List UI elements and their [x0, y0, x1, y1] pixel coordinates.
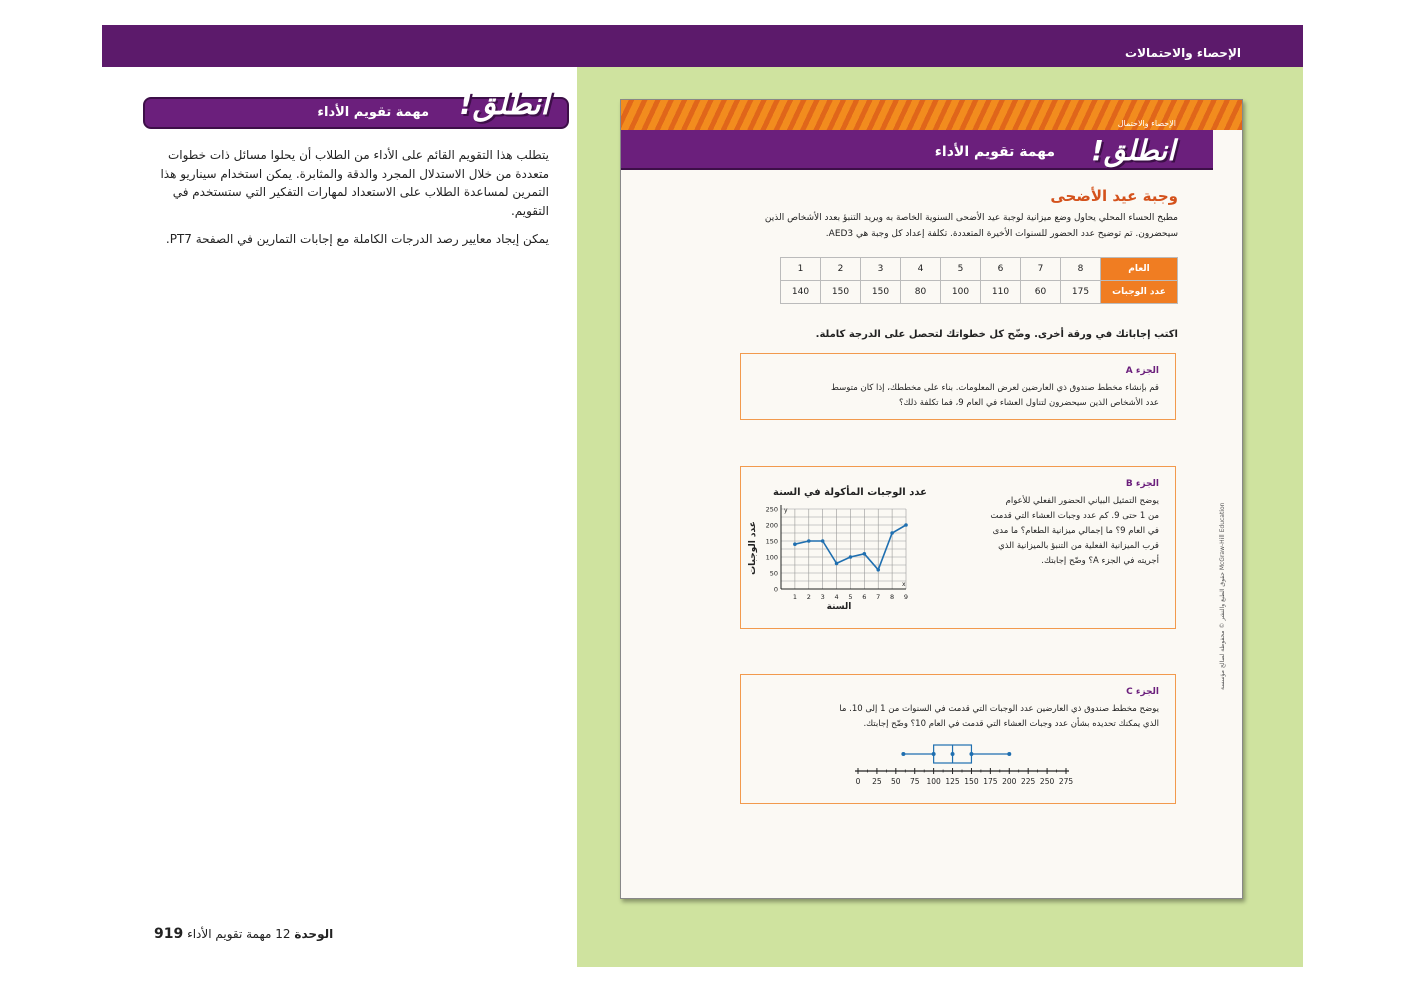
sidebar-banner: [143, 87, 569, 129]
table-row: [781, 258, 1178, 281]
table-cell: 3: [861, 258, 901, 281]
table-cell: 1: [781, 258, 821, 281]
x-tick-label: 6: [862, 593, 867, 601]
x-tick-label: 5: [848, 593, 853, 601]
part-c-label: الجزء C: [1126, 687, 1159, 697]
text-line: يوضح التمثيل البياني الحضور الفعلي للأعوام: [1005, 496, 1159, 506]
table-cell: 2: [821, 258, 861, 281]
sidebar-banner-title: مهمة تقويم الأداء: [317, 105, 429, 120]
data-point: [835, 562, 839, 566]
number-line-tick-label: 125: [945, 777, 960, 786]
part-c-text: [839, 702, 1159, 732]
attendance-table: [780, 257, 1178, 304]
text-line: عدد الأشخاص الذين سيحضرون لتناول العشاء في العام 9، فما تكلفة ذلك؟: [899, 398, 1159, 408]
table-cell: 80: [901, 281, 941, 304]
data-point: [876, 568, 880, 572]
unit-label: الوحدة: [294, 927, 334, 941]
instructions: اكتب إجاباتك في ورقة أخرى. وضّح كل خطواتك لتحصل على الدرجة كاملة.: [815, 329, 1178, 340]
x-axis-end-label: x: [902, 581, 906, 588]
x-tick-label: 3: [820, 593, 825, 601]
table-cell: 100: [941, 281, 981, 304]
number-line-tick-label: 75: [909, 777, 920, 786]
table-row-header: العام: [1101, 258, 1178, 281]
box-plot-point: [969, 752, 973, 756]
data-point: [849, 555, 853, 559]
number-line-tick-label: 250: [1039, 777, 1055, 786]
chart-title: عدد الوجبات المأكولة في السنة: [773, 487, 927, 498]
table-cell: 60: [1021, 281, 1061, 304]
x-tick-label: 4: [834, 593, 839, 601]
data-point: [890, 531, 894, 535]
table-cell: 5: [941, 258, 981, 281]
task-title: وجبة عيد الأضحى: [1050, 187, 1178, 205]
meals-line-chart: [743, 475, 933, 625]
number-line-tick-label: 50: [891, 777, 901, 786]
part-b-text: [990, 494, 1159, 569]
box-plot-point: [951, 752, 955, 756]
student-page: [620, 99, 1243, 899]
table-cell: 110: [981, 281, 1021, 304]
page-number: 919: [154, 926, 184, 942]
table-row-header: عدد الوجبات: [1101, 281, 1178, 304]
task-intro: مطبخ الحساء المحلي يحاول وضع ميزانية لوجبة عيد الأضحى السنوية الخاصة به ويريد التنبؤ بعدد الأشخاص الذين سيحضرون. تم توضيح عدد الحضور للسنوات الأخيرة المتعددة. تكلفة إعداد كل وجبة هي AED3.: [764, 213, 1178, 239]
text-line: أجريته في الجزء A؟ وضّح إجابتك.: [1041, 556, 1159, 566]
y-tick-label: 0: [773, 585, 778, 594]
box-plot-point: [932, 752, 936, 756]
box-plot-point: [901, 752, 905, 756]
sidebar-paragraph-2: يمكن إيجاد معايير رصد الدرجات الكاملة مع إجابات التمارين في الصفحة PT7.: [165, 232, 549, 246]
table-row: [781, 281, 1178, 304]
part-a-text: [831, 381, 1159, 411]
text-line: يوضح مخطط صندوق ذي العارضين عدد الوجبات التي قدمت في السنوات من 1 إلى 10. ما: [839, 704, 1159, 714]
box-plot-point: [1007, 752, 1011, 756]
y-tick-label: 200: [765, 521, 778, 530]
data-point: [807, 539, 811, 543]
number-line-tick-label: 225: [1021, 777, 1036, 786]
x-tick-label: 1: [792, 593, 797, 601]
unit-number: 12: [275, 927, 291, 941]
number-line-tick-label: 175: [983, 777, 998, 786]
page-footer: [144, 926, 333, 942]
text-line: من 1 حتى 9. كم عدد وجبات العشاء التي قدمت: [990, 511, 1159, 521]
text-line: الذي يمكنك تحديده بشأن عدد وجبات العشاء التي قدمت في العام 10؟ وضّح إجابتك.: [863, 719, 1159, 729]
table-cell: 150: [821, 281, 861, 304]
go-logo: انطلق!: [1091, 134, 1175, 167]
y-axis-label: عدد الوجبات: [748, 521, 758, 575]
y-tick-label: 50: [769, 569, 778, 578]
part-b-box: [740, 466, 1176, 629]
box-and-whisker-plot: [741, 737, 1177, 797]
x-tick-label: 7: [876, 593, 881, 601]
chart-grid: [781, 509, 906, 589]
part-a-label: الجزء A: [1125, 366, 1159, 376]
table-cell: 8: [1061, 258, 1101, 281]
teacher-sidebar: [143, 87, 569, 259]
text-line: قرب الميزانية الفعلية من التنبؤ بالميزانية الذي: [998, 541, 1159, 551]
x-tick-label: 9: [903, 593, 909, 601]
table-cell: 140: [781, 281, 821, 304]
part-a-box: [740, 353, 1176, 420]
table-cell: 4: [901, 258, 941, 281]
student-banner-title: مهمة تقويم الأداء: [934, 144, 1055, 160]
number-line-tick-label: 25: [872, 777, 882, 786]
part-b-label: الجزء B: [1125, 479, 1159, 489]
unit-title: مهمة تقويم الأداء: [187, 927, 272, 941]
number-line-tick-label: 200: [1002, 777, 1017, 786]
x-tick-label: 8: [890, 593, 895, 601]
data-point: [863, 552, 867, 556]
sidebar-text: [143, 146, 549, 249]
x-axis-label: السنة: [826, 602, 852, 612]
student-banner: [621, 130, 1213, 170]
text-line: في العام 9؟ ما إجمالي ميزانية الطعام؟ ما مدى: [992, 526, 1159, 536]
y-tick-label: 100: [765, 553, 778, 562]
x-tick-label: 2: [806, 593, 811, 601]
data-point: [821, 539, 825, 543]
text-line: قم بإنشاء مخطط صندوق ذي العارضين لعرض المعلومات. بناء على مخططك، إذا كان متوسط: [831, 383, 1159, 393]
stripe-label: الإحصاء والاحتمال: [1117, 119, 1176, 128]
number-line-tick-label: 150: [964, 777, 979, 786]
data-point: [793, 542, 797, 546]
go-logo: انطلق!: [459, 87, 549, 122]
table-cell: 6: [981, 258, 1021, 281]
y-tick-label: 250: [765, 505, 778, 514]
part-c-box: [740, 674, 1176, 804]
table-cell: 7: [1021, 258, 1061, 281]
chapter-title: الإحصاء والاحتمالات: [1125, 46, 1241, 60]
number-line-tick-label: 0: [855, 777, 861, 786]
orange-stripe: [621, 100, 1242, 130]
sidebar-paragraph-1: يتطلب هذا التقويم القائم على الأداء من الطلاب أن يحلوا مسائل ذات خطوات متعددة من خلال الاستدلال المجرد والدقة والمثابرة. يمكن استخدام سيناريو هذا التمرين لمساعدة الطلاب على الاستعداد لمهارات التفكير التي ستستخدم في التقويم.: [160, 148, 549, 218]
number-line-tick-label: 100: [926, 777, 941, 786]
table-cell: 175: [1061, 281, 1101, 304]
copyright-notice: حقوق الطبع والنشر © محفوظة لصالح مؤسسة McGraw-Hill Education: [1219, 502, 1226, 690]
y-tick-label: 150: [765, 537, 778, 546]
data-point: [904, 523, 908, 527]
top-header-bar: [102, 25, 1303, 67]
y-axis-end-label: y: [784, 507, 788, 514]
table-cell: 150: [861, 281, 901, 304]
number-line-tick-label: 275: [1058, 777, 1074, 786]
